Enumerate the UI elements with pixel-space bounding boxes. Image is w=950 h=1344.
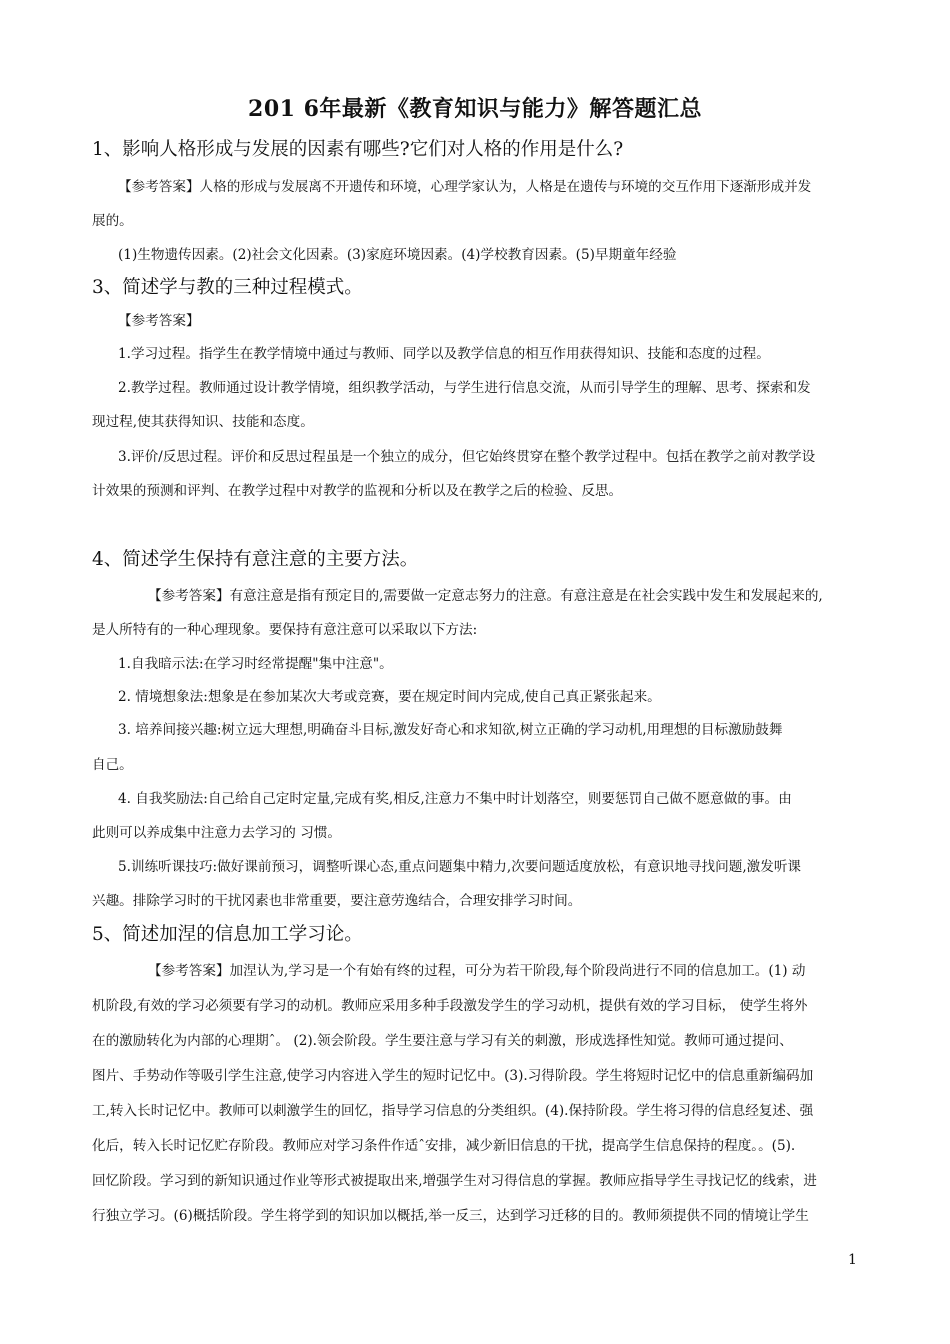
answer-line: 化后，转入长时记忆贮存阶段。教师应对学习条件作适ˆ安排，减少新旧信息的干扰，提高学生信息保持的程度。。(5).: [92, 1138, 796, 1154]
page-number: 1: [848, 1252, 857, 1268]
document-title: 201 6年最新《教育知识与能力》解答题汇总: [248, 96, 702, 122]
answer-line: 展的。: [92, 213, 133, 229]
question-3-heading: 3、简述学与教的三种过程模式。: [92, 277, 363, 298]
answer-line: 【参考答案】: [118, 313, 200, 329]
answer-line: 【参考答案】人格的形成与发展离不开遗传和环境，心理学家认为，人格是在遗传与环境的交互作用下逐渐形成并发: [118, 179, 812, 195]
answer-line: 3.评价/反思过程。评价和反思过程虽是一个独立的成分，但它始终贯穿在整个教学过程中。包括在教学之前对教学设: [118, 449, 816, 465]
answer-line: 【参考答案】有意注意是指有预定目的,需要做一定意志努力的注意。有意注意是在社会实践中发生和发展起来的,: [148, 588, 823, 604]
answer-line: 【参考答案】加涅认为,学习是一个有始有终的过程，可分为若干阶段,每个阶段尚进行不同的信息加工。(1) 动: [148, 963, 806, 979]
answer-line: 5.训练听课技巧:做好课前预习，调整听课心态,重点问题集中精力,次要问题适度放松，有意识地寻找问题,激发听课: [118, 859, 802, 875]
answer-line: 回忆阶段。学习到的新知识通过作业等形式被提取出来,增强学生对习得信息的掌握。教师应指导学生寻找记忆的线索，进: [92, 1173, 817, 1189]
answer-line: 1.学习过程。指学生在教学情境中通过与教师、同学以及教学信息的相互作用获得知识、技能和态度的过程。: [118, 346, 770, 362]
answer-line: 机阶段,有效的学习必须要有学习的动机。教师应采用多种手段激发学生的学习动机，提供有效的学习目标， 使学生将外: [92, 998, 808, 1014]
answer-line: 工,转入长时记忆中。教师可以刺激学生的回忆，指导学习信息的分类组织。(4).保持阶段。学生将习得的信息经复述、强: [92, 1103, 814, 1119]
answer-line: 在的激励转化为内部的心理期ˆ。 (2).领会阶段。学生要注意与学习有关的刺激，形成选择性知觉。教师可通过提问、: [92, 1033, 793, 1049]
answer-line: 1.自我暗示法:在学习时经常提醒"集中注意"。: [118, 656, 393, 672]
answer-line: 行独立学习。(6)概括阶段。学生将学到的知识加以概括,举一反三，达到学习迁移的目的。教师须提供不同的情境让学生: [92, 1208, 809, 1224]
answer-line: (1)生物遗传因素。(2)社会文化因素。(3)家庭环境因素。(4)学校教育因素。(5)早期童年经验: [118, 247, 677, 263]
answer-line: 图片、手势动作等吸引学生注意,使学习内容进入学生的短时记忆中。(3).习得阶段。学生将短时记忆中的信息重新编码加: [92, 1068, 814, 1084]
question-5-heading: 5、简述加涅的信息加工学习论。: [92, 924, 363, 945]
answer-line: 是人所特有的一种心理现象。要保持有意注意可以采取以下方法:: [92, 622, 478, 638]
answer-line: 2. 情境想象法:想象是在参加某次大考或竞赛，要在规定时间内完成,使自己真正紧张起来。: [118, 689, 661, 705]
answer-line: 4. 自我奖励法:自己给自己定时定量,完成有奖,相反,注意力不集中时计划落空，则要惩罚自己做不愿意做的事。由: [118, 791, 792, 807]
answer-line: 此则可以养成集中注意力去学习的 习惯。: [92, 825, 342, 841]
answer-line: 计效果的预测和评判、在教学过程中对教学的监视和分析以及在教学之后的检验、反思。: [92, 483, 623, 499]
answer-line: 2.教学过程。教师通过设计教学情境，组织教学活动，与学生进行信息交流，从而引导学生的理解、思考、探索和发: [118, 380, 811, 396]
answer-line: 现过程,使其获得知识、技能和态度。: [92, 414, 314, 430]
answer-line: 兴趣。排除学习时的干扰冈素也非常重要，要注意劳逸结合，合理安排学习时间。: [92, 893, 582, 909]
question-4-heading: 4、简述学生保持有意注意的主要方法。: [92, 549, 419, 570]
question-1-heading: 1、影响人格形成与发展的因素有哪些?它们对人格的作用是什么?: [92, 139, 624, 160]
answer-line: 3. 培养间接兴趣:树立远大理想,明确奋斗目标,激发好奇心和求知欲,树立正确的学习动机,用理想的目标激励鼓舞: [118, 722, 783, 738]
answer-line: 自己。: [92, 757, 133, 773]
